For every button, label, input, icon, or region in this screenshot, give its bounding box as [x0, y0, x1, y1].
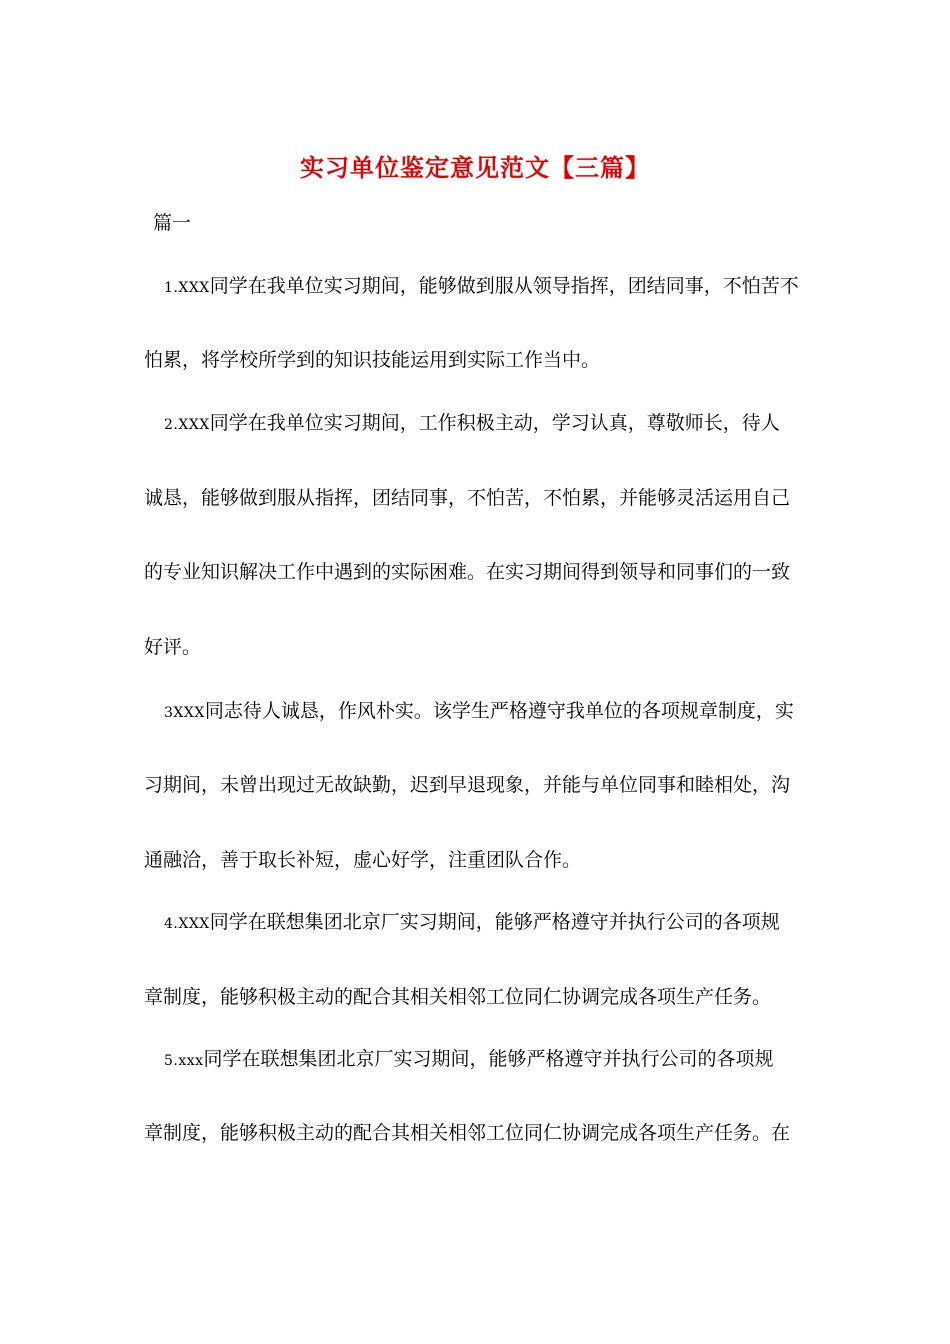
- section-heading: 篇一: [153, 212, 192, 234]
- paragraph-3-line-2: 习期间，未曾出现过无故缺勤，迟到早退现象，并能与单位同事和睦相处，沟: [144, 774, 791, 796]
- paragraph-text: 同学在联想集团北京厂实习期间，能够严格遵守并执行公司的各项规: [209, 911, 780, 933]
- paragraph-2-line-3: 的专业知识解决工作中遇到的实际困难。在实习期间得到领导和同事们的一致: [144, 561, 791, 583]
- paragraph-number: 1.XXX: [164, 280, 210, 296]
- paragraph-number: 5.xxx: [164, 1053, 204, 1069]
- paragraph-text: 同学在我单位实习期间，能够做到服从领导指挥，团结同事，不怕苦不: [209, 275, 799, 297]
- paragraph-number: 4.XXX: [164, 916, 210, 932]
- paragraph-3-line-3: 通融洽，善于取长补短，虚心好学，注重团队合作。: [144, 849, 582, 871]
- paragraph-4-line-1: [164, 907, 814, 939]
- paragraph-4-line-2: 章制度，能够积极主动的配合其相关相邻工位同仁协调完成各项生产任务。: [144, 986, 772, 1008]
- paragraph-text: 同学在我单位实习期间，工作积极主动，学习认真，尊敬师长，待人: [209, 412, 780, 434]
- paragraph-number: 2.XXX: [164, 417, 210, 433]
- paragraph-number: 3XXX: [164, 705, 205, 721]
- paragraph-1-line-1: [164, 271, 814, 303]
- paragraph-text: 同志待人诚恳，作风朴实。该学生严格遵守我单位的各项规章制度，实: [204, 700, 794, 722]
- paragraph-2-line-4: 好评。: [144, 636, 202, 658]
- paragraph-2-line-1: [164, 408, 814, 440]
- paragraph-5-line-1: [164, 1044, 814, 1076]
- document-title: 实习单位鉴定意见范文【三篇】: [300, 153, 650, 182]
- paragraph-1-line-2: 怕累，将学校所学到的知识技能运用到实际工作当中。: [144, 349, 601, 371]
- paragraph-5-line-2: 章制度，能够积极主动的配合其相关相邻工位同仁协调完成各项生产任务。在: [144, 1122, 791, 1144]
- paragraph-3-line-1: [164, 696, 814, 728]
- paragraph-text: 同学在联想集团北京厂实习期间，能够严格遵守并执行公司的各项规: [203, 1048, 774, 1070]
- paragraph-2-line-2: 诚恳，能够做到服从指挥，团结同事，不怕苦，不怕累，并能够灵活运用自己: [144, 487, 791, 509]
